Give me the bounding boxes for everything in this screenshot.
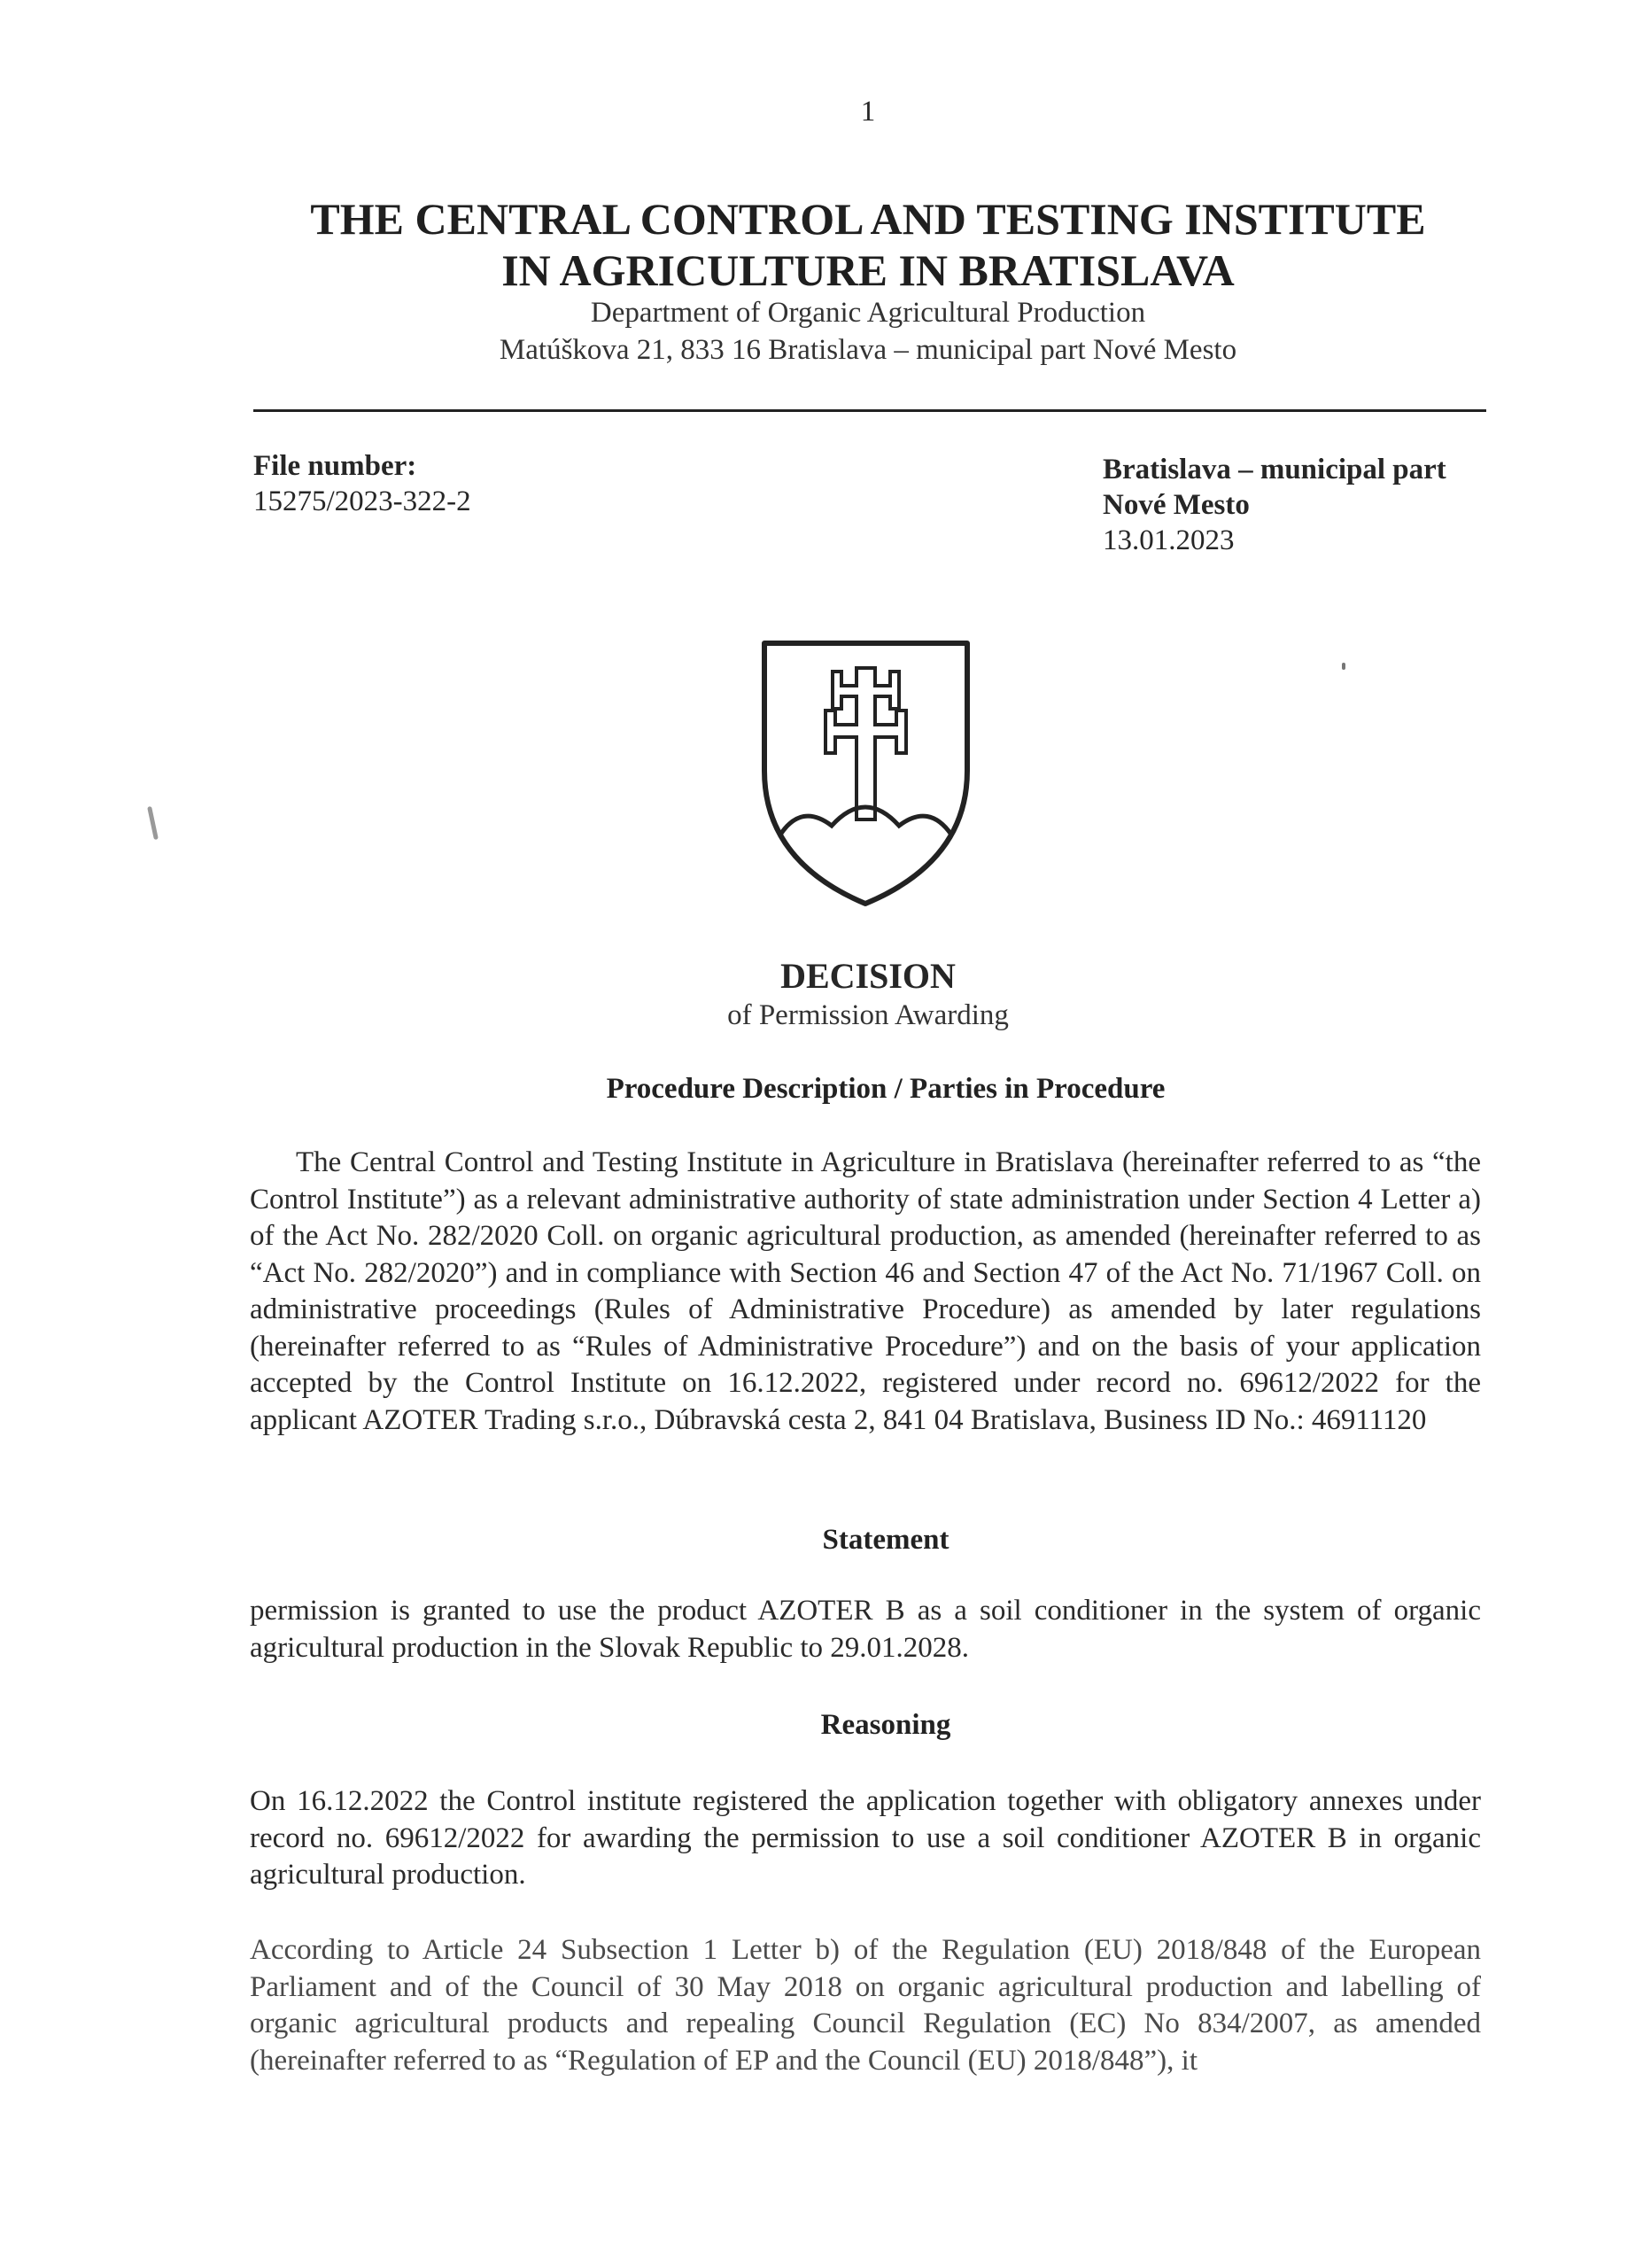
place-date-block bbox=[1103, 452, 1446, 558]
scan-speck bbox=[1342, 663, 1345, 670]
file-number-block bbox=[253, 448, 471, 519]
file-number-label: File number: bbox=[253, 450, 417, 482]
institute-department-block bbox=[0, 294, 1651, 369]
institute-title-line2: IN AGRICULTURE IN BRATISLAVA bbox=[501, 245, 1235, 295]
procedure-paragraph: The Central Control and Testing Institute in Agriculture in Bratislava (hereinafter referred to as “the Control Institute”) as a relevant administrative authority of state administration under Section 4 Letter a) of the Act No. 282/2020 Coll. on organic agricultural production, as amended (hereinafter referred to as “Act No. 282/2020”) and in compliance with Section 46 and Section 47 of the Act No. 71/1967 Coll. on administrative proceedings (Rules of Administrative Procedure) as amended by later regulations (hereinafter referred to as “Rules of Administrative Procedure”) and on the basis of your application accepted by the Control Institute on 16.12.2022, registered under record no. 69612/2022 for the applicant AZOTER Trading s.r.o., Dúbravská cesta 2, 841 04 Bratislava, Business ID No.: 46911120 bbox=[250, 1146, 1481, 1436]
place-line1: Bratislava – municipal part bbox=[1103, 454, 1446, 485]
reasoning-paragraph-2: According to Article 24 Subsection 1 Letter b) of the Regulation (EU) 2018/848 of the European Parliament and of the Council of 30 May 2018 on organic agricultural production and labelling of organic agricultural products and repealing Council Regulation (EC) No 834/2007, as amended (hereinafter referred to as “Regulation of EP and the Council (EU) 2018/848”), it bbox=[250, 1934, 1481, 2077]
procedure-heading: Procedure Description / Parties in Procedure bbox=[606, 1073, 1166, 1105]
slovak-coat-of-arms-icon bbox=[757, 638, 974, 908]
place-line2: Nové Mesto bbox=[1103, 489, 1250, 521]
page-number: 1 bbox=[860, 96, 876, 128]
reasoning-heading: Reasoning bbox=[820, 1709, 951, 1741]
header-divider bbox=[253, 409, 1486, 412]
statement-paragraph: permission is granted to use the product AZOTER B as a soil conditioner in the system of organic agricultural production in the Slovak Republic to 29.01.2028. bbox=[250, 1595, 1481, 1664]
department-name: Department of Organic Agricultural Production bbox=[590, 297, 1146, 329]
scan-speck bbox=[147, 806, 159, 840]
institute-title-line1: THE CENTRAL CONTROL AND TESTING INSTITUTE bbox=[310, 194, 1426, 244]
decision-heading: DECISION bbox=[780, 956, 956, 996]
file-number-value: 15275/2023-322-2 bbox=[253, 485, 471, 517]
document-date: 13.01.2023 bbox=[1103, 524, 1235, 556]
statement-heading: Statement bbox=[822, 1524, 950, 1556]
reasoning-paragraph-1: On 16.12.2022 the Control institute registered the application together with obligatory annexes under record no. 69612/2022 for awarding the permission to use a soil conditioner AZOTER B in organic agricultural production. bbox=[250, 1785, 1481, 1891]
decision-subheading: of Permission Awarding bbox=[727, 999, 1009, 1031]
institute-address: Matúškova 21, 833 16 Bratislava – municipal part Nové Mesto bbox=[499, 334, 1237, 366]
institute-title bbox=[0, 193, 1651, 296]
